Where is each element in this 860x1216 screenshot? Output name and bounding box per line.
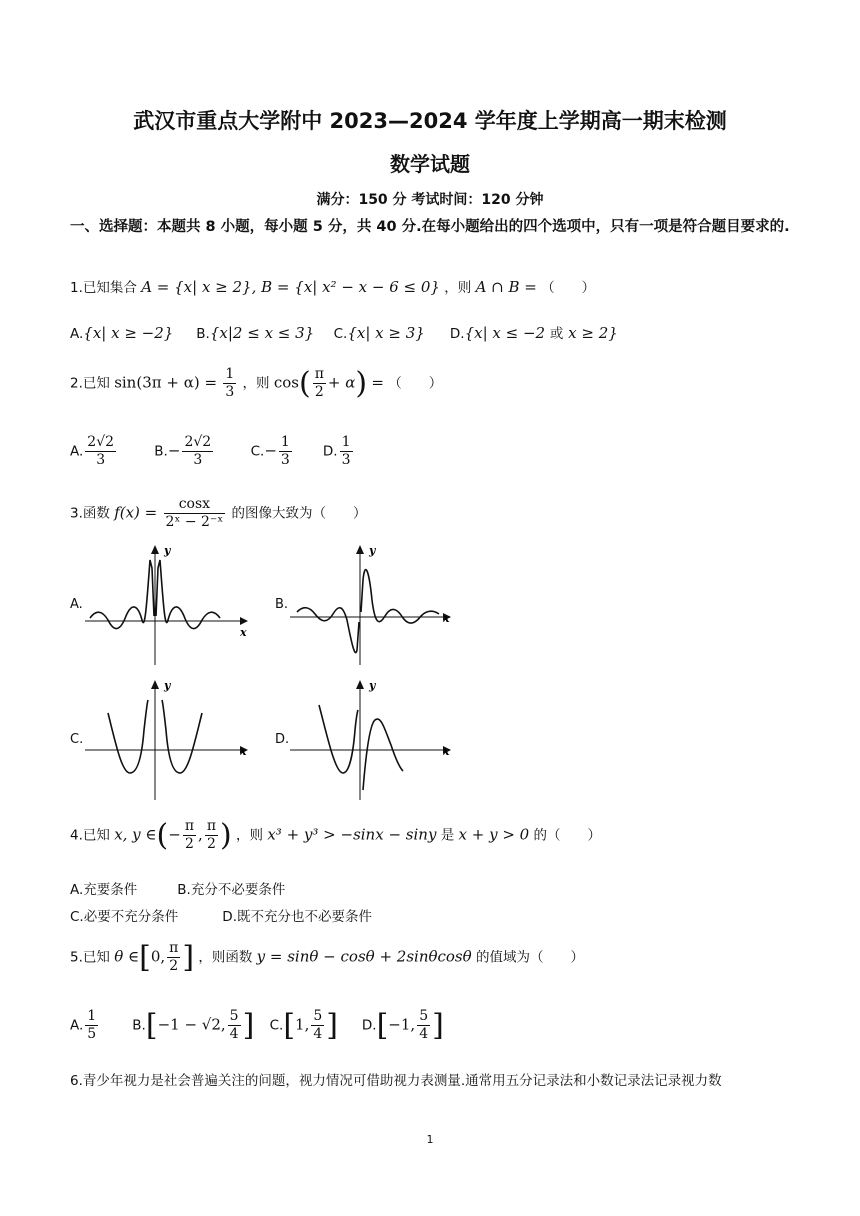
q5-option-a: A. $\frac{1}{5}$ <box>70 1008 97 1042</box>
question-3 <box>70 496 367 531</box>
graph-a <box>80 540 260 670</box>
question-4 <box>70 818 601 853</box>
q4-suffix: 的（ ） <box>533 827 601 844</box>
question-6: 6.青少年视力是社会普遍关注的问题，视力情况可借助视力表测量.通常用五分记录法和小数记录法记录视力数 <box>70 1073 722 1089</box>
q1-option-a: A.{x| x ≥ −2} <box>70 324 174 342</box>
q1-option-d: D.{x| x ≤ −2 或 x ≥ 2} <box>449 324 618 342</box>
q5-prefix: 5.已知 <box>70 949 110 966</box>
q2-cos-fraction: $\frac{\pi}{2}$ <box>314 366 324 400</box>
q1-prefix: 1.已知集合 <box>70 280 137 296</box>
q4-option-b: B.充分不必要条件 <box>177 882 286 898</box>
q5-option-b: B.[−1 − √2, $\frac{5}{4}$ ] <box>132 1008 255 1043</box>
q2-prefix: 2.已知 <box>70 375 110 392</box>
graph-d-label: D. <box>275 732 290 747</box>
q4-option-c: C.必要不充分条件 <box>70 909 179 925</box>
q4-frac-1: $\frac{\pi}{2}$ <box>184 818 195 852</box>
graph-c-x-label: x <box>240 745 247 758</box>
q5-zero: 0, <box>150 947 166 966</box>
q4-condition: x³ + y³ > −sinx − siny <box>267 825 437 844</box>
page-number: 1 <box>426 1133 434 1146</box>
q2-sin-expr: sin(3π + α) = <box>114 373 218 392</box>
q3-suffix: 的图像大致为（ ） <box>231 505 367 522</box>
graph-c-label: C. <box>70 732 84 747</box>
graph-c <box>80 675 260 805</box>
q5-theta: θ ∈ <box>114 947 140 966</box>
q4-frac-2: $\frac{\pi}{2}$ <box>206 818 217 852</box>
graph-c-y-label: y <box>164 679 171 692</box>
q5-bracket-right: ] <box>182 940 195 975</box>
q5-suffix: 的值域为（ ） <box>475 949 584 966</box>
q2-option-c: C.− $\frac{1}{3}$ <box>250 434 290 468</box>
q2-option-d: D. $\frac{1}{3}$ <box>322 434 351 468</box>
q4-sep: , <box>198 825 203 844</box>
q5-options <box>70 1008 444 1043</box>
q4-vars: x, y ∈ <box>114 825 157 844</box>
q1-set-b: , B = {x| x² − x − 6 ≤ 0} <box>251 278 440 296</box>
exam-title: 武汉市重点大学附中 2023—2024 学年度上学期高一期末检测 <box>133 109 727 133</box>
q1-option-b: B.{x|2 ≤ x ≤ 3} <box>196 324 315 342</box>
graph-d-y-label: y <box>369 679 376 692</box>
graph-b <box>285 540 465 670</box>
q3-fx: f(x) = <box>114 503 158 522</box>
exam-subtitle: 数学试题 <box>390 152 470 176</box>
graph-a-label: A. <box>70 597 83 612</box>
q1-option-c: C.{x| x ≥ 3} <box>333 324 425 342</box>
q2-paren: （ ） <box>388 375 443 392</box>
q5-option-c: C.[1, $\frac{5}{4}$ ] <box>269 1008 338 1043</box>
q5-mid: ，则函数 <box>198 949 253 966</box>
q4-is: 是 <box>440 827 455 844</box>
q2-fraction: $\frac{1}{3}$ <box>225 366 235 400</box>
q5-function: y = sinθ − cosθ + 2sinθcosθ <box>256 947 472 966</box>
q2-eq: = <box>371 373 384 392</box>
question-2: 2.已知 sin(3π + α) = $\frac{1}{3}$ ，则 cos( $\frac{\pi}{2}$ + α) = （ ） <box>70 366 443 401</box>
q4-target: x + y > 0 <box>458 825 530 844</box>
graph-b-label: B. <box>275 597 289 612</box>
q5-bracket-left: [ <box>139 940 151 975</box>
q4-option-a: A.充要条件 <box>70 882 138 898</box>
q3-fraction: $\frac{\cos x}{\text{2ˣ − 2⁻ˣ}}$ <box>165 496 224 530</box>
q4-prefix: 4.已知 <box>70 827 110 844</box>
q4-neg: − <box>168 825 181 844</box>
q2-option-b: B.− $\frac{2√2}{3}$ <box>154 434 212 468</box>
section-heading: 一、选择题：本题共 8 小题，每小题 5 分，共 40 分.在每小题给出的四个选项中，只有一项是符合题目要求的. <box>70 219 790 235</box>
graph-a-x-label: x <box>240 626 247 639</box>
question-5 <box>70 940 584 975</box>
q3-prefix: 3.函数 <box>70 505 110 522</box>
graph-a-y-label: y <box>164 544 171 557</box>
q4-options-row-2 <box>70 905 372 925</box>
q5-fraction: $\frac{\pi}{2}$ <box>169 940 179 974</box>
q4-mid: ，则 <box>236 827 264 844</box>
q1-paren: （ ） <box>541 280 596 296</box>
q1-mid: ，则 <box>444 280 472 296</box>
q5-option-d: D.[−1, $\frac{5}{4}$ ] <box>361 1008 444 1043</box>
q1-set-a: A = {x| x ≥ 2} <box>141 278 252 296</box>
graph-d-x-label: x <box>443 745 450 758</box>
q2-options <box>70 434 355 469</box>
q2-mid: ，则 <box>242 375 270 392</box>
q2-cos: cos <box>273 373 299 392</box>
q4-paren-close: ) <box>220 818 232 853</box>
q2-option-a: A. $\frac{2√2}{3}$ <box>70 434 115 468</box>
q4-option-d: D.既不充分也不必要条件 <box>222 909 372 925</box>
q1-options <box>70 322 810 342</box>
q1-expr: A ∩ B = <box>475 278 537 296</box>
exam-info: 满分：150 分 考试时间：120 分钟 <box>316 192 544 208</box>
q4-options-row-1 <box>70 878 285 898</box>
question-1 <box>70 276 595 296</box>
q4-paren-open: ( <box>156 818 169 853</box>
graph-b-y-label: y <box>369 544 376 557</box>
graph-d <box>285 675 465 805</box>
q2-cos-post: + α <box>327 373 356 392</box>
graph-b-x-label: x <box>443 612 450 625</box>
